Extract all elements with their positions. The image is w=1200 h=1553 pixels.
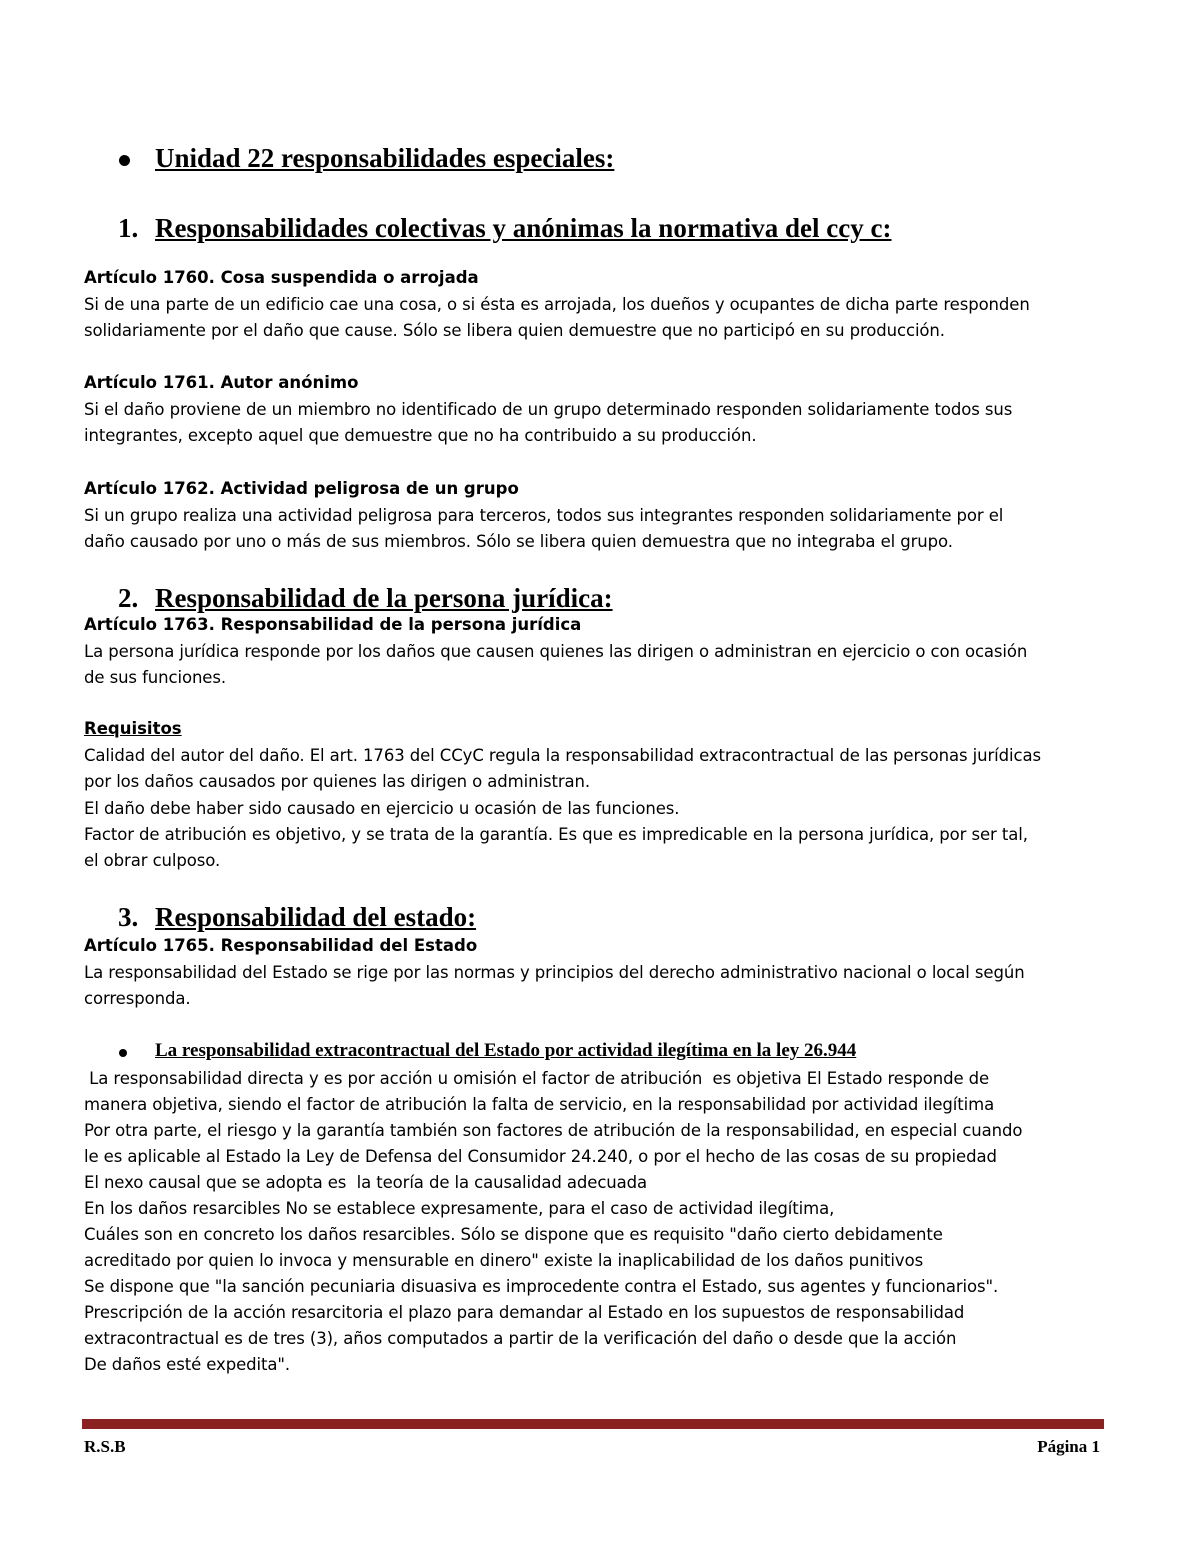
ley-26944-line: manera objetiva, siendo el factor de atribución la falta de servicio, en la responsabilidad por actividad ilegítima: [84, 1095, 995, 1114]
ley-26944-line: Prescripción de la acción resarcitoria el plazo para demandar al Estado en los supuestos de responsabilidad: [84, 1303, 965, 1322]
ley-26944-line: El nexo causal que se adopta es la teoría de la causalidad adecuada: [84, 1173, 648, 1192]
footer-page-number: Página 1: [1037, 1437, 1100, 1456]
article-1763-line: La persona jurídica responde por los daños que causen quienes las dirigen o administran en ejercicio o con ocasión: [84, 642, 1028, 661]
requisitos-heading: Requisitos: [84, 719, 182, 738]
ley-26944-line: Se dispone que "la sanción pecuniaria disuasiva es improcedente contra el Estado, sus agentes y funcionarios".: [84, 1277, 999, 1296]
article-1760-line: solidariamente por el daño que cause. Sólo se libera quien demuestre que no participó en su producción.: [84, 321, 945, 340]
article-1761-title: Artículo 1761. Autor anónimo: [84, 373, 359, 392]
footer-divider: [82, 1419, 1104, 1429]
article-1760-line: Si de una parte de un edificio cae una cosa, o si ésta es arrojada, los dueños y ocupantes de dicha parte responden: [84, 295, 1030, 314]
page-title: Unidad 22 responsabilidades especiales:: [155, 143, 615, 173]
ley-26944-line: extracontractual es de tres (3), años computados a partir de la verificación del daño o desde que la acción: [84, 1329, 957, 1348]
section-1-heading: Responsabilidades colectivas y anónimas la normativa del ccy c:: [155, 213, 892, 243]
article-1763-title: Artículo 1763. Responsabilidad de la persona jurídica: [84, 615, 582, 634]
article-1765-line: corresponda.: [84, 989, 191, 1008]
ley-26944-line: La responsabilidad directa y es por acción u omisión el factor de atribución es objetiva El Estado responde de: [84, 1069, 990, 1088]
article-1762-line: Si un grupo realiza una actividad peligrosa para terceros, todos sus integrantes responden solidariamente por el: [84, 506, 1004, 525]
ley-26944-line: En los daños resarcibles No se establece expresamente, para el caso de actividad ilegítima,: [84, 1199, 835, 1218]
section-3-number: 3.: [118, 902, 139, 932]
article-1760-title: Artículo 1760. Cosa suspendida o arrojada: [84, 268, 479, 287]
title-bullet: [119, 155, 130, 166]
section-2-heading: Responsabilidad de la persona jurídica:: [155, 583, 613, 613]
ley-26944-line: De daños esté expedita".: [84, 1355, 291, 1374]
ley-26944-line: le es aplicable al Estado la Ley de Defensa del Consumidor 24.240, o por el hecho de las cosas de su propiedad: [84, 1147, 997, 1166]
section-1-number: 1.: [118, 213, 139, 243]
ley-26944-heading: La responsabilidad extracontractual del Estado por actividad ilegítima en la ley 26.944: [155, 1040, 857, 1061]
article-1763-line: de sus funciones.: [84, 668, 226, 687]
section-2-number: 2.: [118, 583, 139, 613]
footer-author: R.S.B: [84, 1437, 126, 1456]
subsection-bullet: [119, 1049, 127, 1057]
requisitos-line: Factor de atribución es objetivo, y se trata de la garantía. Es que es impredicable en la persona jurídica, por ser tal,: [84, 825, 1028, 844]
article-1762-title: Artículo 1762. Actividad peligrosa de un grupo: [84, 479, 519, 498]
article-1765-title: Artículo 1765. Responsabilidad del Estado: [84, 936, 478, 955]
ley-26944-line: acreditado por quien lo invoca y mensurable en dinero" existe la inaplicabilidad de los daños punitivos: [84, 1251, 924, 1270]
requisitos-line: Calidad del autor del daño. El art. 1763 del CCyC regula la responsabilidad extracontractual de las personas jurídicas: [84, 746, 1041, 765]
requisitos-line: el obrar culposo.: [84, 851, 221, 870]
article-1761-line: integrantes, excepto aquel que demuestre que no ha contribuido a su producción.: [84, 426, 757, 445]
requisitos-line: El daño debe haber sido causado en ejercicio u ocasión de las funciones.: [84, 799, 680, 818]
article-1765-line: La responsabilidad del Estado se rige por las normas y principios del derecho administrativo nacional o local según: [84, 963, 1025, 982]
ley-26944-line: Por otra parte, el riesgo y la garantía también son factores de atribución de la responsabilidad, en especial cuando: [84, 1121, 1023, 1140]
article-1761-line: Si el daño proviene de un miembro no identificado de un grupo determinado responden solidariamente todos sus: [84, 400, 1013, 419]
requisitos-line: por los daños causados por quienes las dirigen o administran.: [84, 772, 591, 791]
section-3-heading: Responsabilidad del estado:: [155, 902, 477, 932]
ley-26944-line: Cuáles son en concreto los daños resarcibles. Sólo se dispone que es requisito "daño cierto debidamente: [84, 1225, 943, 1244]
article-1762-line: daño causado por uno o más de sus miembros. Sólo se libera quien demuestra que no integraba el grupo.: [84, 532, 953, 551]
